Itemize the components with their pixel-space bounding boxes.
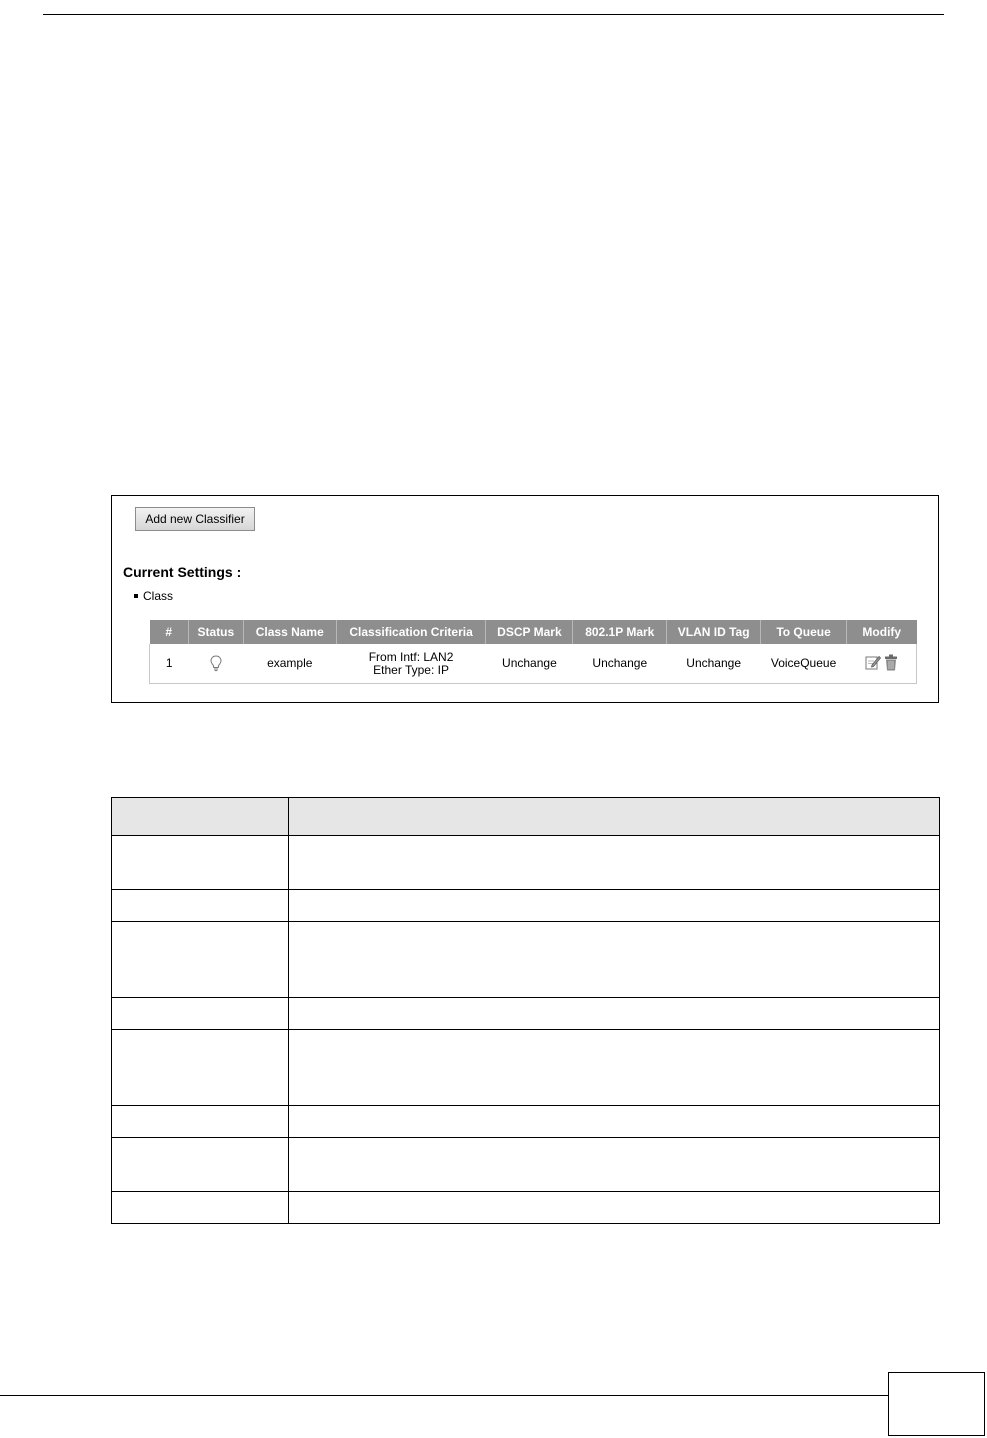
desc-text-cell [289,1030,940,1106]
desc-row [112,1138,940,1192]
desc-text-cell [289,1138,940,1192]
trash-icon [884,654,898,671]
edit-button[interactable] [865,654,881,673]
desc-row [112,836,940,890]
desc-label-cell [112,998,289,1030]
desc-label-cell [112,1192,289,1224]
desc-row [112,998,940,1030]
criteria-line-2: Ether Type: IP [373,662,449,677]
row-to-queue: VoiceQueue [761,644,847,684]
desc-header-description-cell [289,798,940,836]
add-new-classifier-button[interactable]: Add new Classifier [135,507,255,531]
col-header-criteria: Classification Criteria [336,620,486,644]
row-dscp-mark: Unchange [486,644,573,684]
desc-text-cell [289,836,940,890]
desc-text-cell [289,998,940,1030]
bullet-icon [134,594,138,598]
col-header-vlan-id-tag: VLAN ID Tag [667,620,761,644]
col-header-8021p-mark: 802.1P Mark [573,620,667,644]
table-row [150,644,917,684]
desc-label-cell [112,922,289,998]
desc-text-cell [289,1106,940,1138]
col-header-index: # [150,620,189,644]
row-class-name: example [243,644,336,684]
class-section-label [134,589,173,603]
row-modify [847,644,917,684]
row-8021p-mark: Unchange [573,644,667,684]
desc-text-cell [289,1192,940,1224]
delete-button[interactable] [884,654,898,674]
desc-label-cell [112,1106,289,1138]
page-number-box [888,1372,985,1436]
desc-label-cell [112,1138,289,1192]
lightbulb-icon [210,655,222,673]
col-header-status: Status [188,620,243,644]
table-header-row [150,620,917,644]
row-criteria [336,644,486,684]
row-status [188,644,243,684]
col-header-to-queue: To Queue [761,620,847,644]
col-header-modify: Modify [847,620,917,644]
col-header-dscp-mark: DSCP Mark [486,620,573,644]
desc-header-label-cell [112,798,289,836]
desc-label-cell [112,1030,289,1106]
row-index: 1 [150,644,189,684]
desc-header-row [112,798,940,836]
footer-rule [0,1395,888,1396]
col-header-class-name: Class Name [243,620,336,644]
desc-row [112,890,940,922]
desc-row [112,1192,940,1224]
desc-text-cell [289,922,940,998]
criteria-line-1: From Intf: LAN2 [368,649,454,664]
desc-row [112,1030,940,1106]
desc-row [112,1106,940,1138]
desc-label-cell [112,890,289,922]
desc-label-cell [112,836,289,890]
current-settings-title: Current Settings : [123,564,242,580]
classifier-screen [111,495,939,703]
edit-icon [865,654,881,670]
desc-row [112,922,940,998]
desc-text-cell [289,890,940,922]
description-table [111,797,940,1224]
class-label-text: Class [143,589,174,603]
class-table [149,620,917,684]
row-vlan-id-tag: Unchange [667,644,761,684]
header-rule [43,14,944,15]
